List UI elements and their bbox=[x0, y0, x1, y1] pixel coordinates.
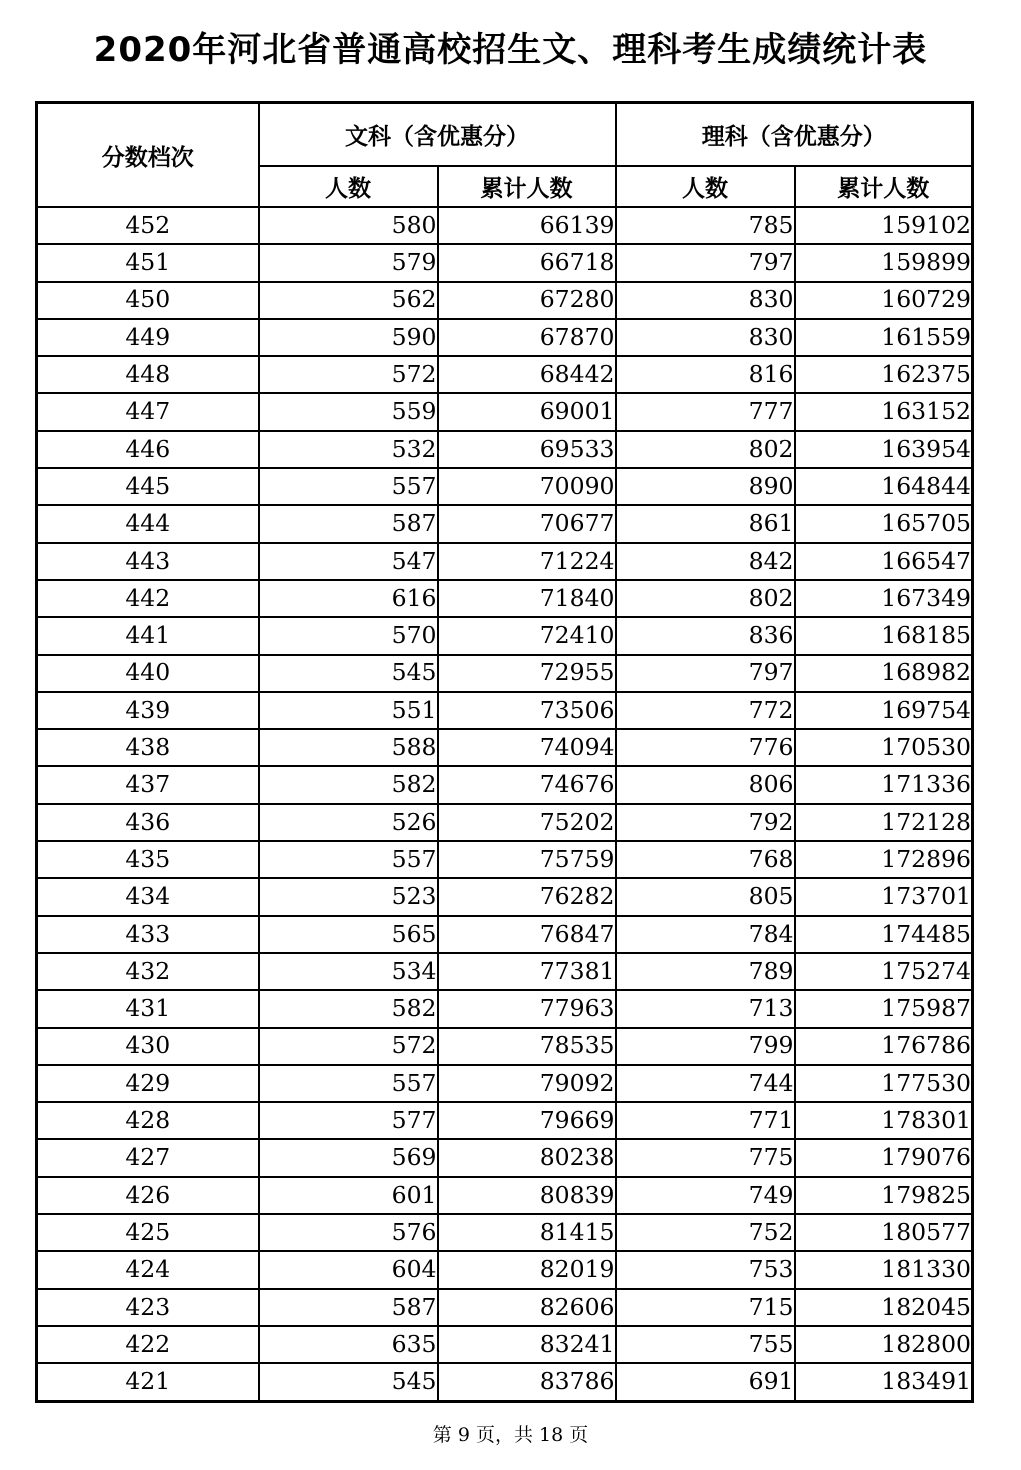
score-cell: 424 bbox=[37, 1251, 259, 1288]
science-count-cell: 802 bbox=[616, 431, 795, 468]
table-row bbox=[37, 393, 973, 430]
science-cumulative-cell: 163152 bbox=[795, 393, 973, 430]
table-row bbox=[37, 729, 973, 766]
score-cell: 429 bbox=[37, 1065, 259, 1102]
science-count-cell: 792 bbox=[616, 804, 795, 841]
arts-cumulative-cell: 68442 bbox=[438, 356, 616, 393]
science-count-cell: 802 bbox=[616, 580, 795, 617]
arts-cumulative-cell: 73506 bbox=[438, 692, 616, 729]
score-cell: 434 bbox=[37, 878, 259, 915]
table-row bbox=[37, 244, 973, 281]
arts-count-cell: 526 bbox=[259, 804, 438, 841]
score-cell: 436 bbox=[37, 804, 259, 841]
science-cumulative-cell: 177530 bbox=[795, 1065, 973, 1102]
science-cumulative-cell: 180577 bbox=[795, 1214, 973, 1251]
science-cumulative-cell: 167349 bbox=[795, 580, 973, 617]
arts-cumulative-cell: 66139 bbox=[438, 207, 616, 244]
score-cell: 431 bbox=[37, 990, 259, 1027]
score-cell: 451 bbox=[37, 244, 259, 281]
arts-cumulative-cell: 70677 bbox=[438, 505, 616, 542]
arts-count-header: 人数 bbox=[259, 166, 438, 207]
arts-count-cell: 569 bbox=[259, 1139, 438, 1176]
arts-cumulative-cell: 83241 bbox=[438, 1326, 616, 1363]
table-body bbox=[37, 207, 973, 1401]
page-footer: 第 9 页，共 18 页 bbox=[432, 1424, 589, 1446]
arts-count-cell: 616 bbox=[259, 580, 438, 617]
science-cumulative-cell: 182045 bbox=[795, 1289, 973, 1326]
science-cumulative-cell: 179076 bbox=[795, 1139, 973, 1176]
science-count-cell: 752 bbox=[616, 1214, 795, 1251]
score-statistics-table bbox=[35, 101, 974, 1403]
science-count-cell: 772 bbox=[616, 692, 795, 729]
arts-cumulative-cell: 75202 bbox=[438, 804, 616, 841]
table-row bbox=[37, 1177, 973, 1214]
science-cumulative-cell: 168185 bbox=[795, 617, 973, 654]
score-cell: 441 bbox=[37, 617, 259, 654]
table-row bbox=[37, 356, 973, 393]
science-cumulative-cell: 163954 bbox=[795, 431, 973, 468]
arts-cumulative-cell: 80839 bbox=[438, 1177, 616, 1214]
page-title: 2020年河北省普通高校招生文、理科考生成绩统计表 bbox=[93, 30, 928, 70]
score-cell: 448 bbox=[37, 356, 259, 393]
score-cell: 435 bbox=[37, 841, 259, 878]
science-cumulative-cell: 182800 bbox=[795, 1326, 973, 1363]
score-cell: 433 bbox=[37, 916, 259, 953]
score-level-header: 分数档次 bbox=[37, 103, 259, 208]
arts-count-cell: 547 bbox=[259, 543, 438, 580]
table-row bbox=[37, 916, 973, 953]
science-count-cell: 777 bbox=[616, 393, 795, 430]
arts-cumulative-cell: 74094 bbox=[438, 729, 616, 766]
table-row bbox=[37, 1251, 973, 1288]
table-row bbox=[37, 580, 973, 617]
arts-count-cell: 590 bbox=[259, 319, 438, 356]
arts-count-cell: 577 bbox=[259, 1102, 438, 1139]
arts-count-cell: 570 bbox=[259, 617, 438, 654]
score-cell: 449 bbox=[37, 319, 259, 356]
arts-count-cell: 565 bbox=[259, 916, 438, 953]
science-cumulative-cell: 179825 bbox=[795, 1177, 973, 1214]
table-row bbox=[37, 953, 973, 990]
arts-count-cell: 523 bbox=[259, 878, 438, 915]
score-cell: 443 bbox=[37, 543, 259, 580]
science-cumulative-cell: 171336 bbox=[795, 766, 973, 803]
science-count-cell: 713 bbox=[616, 990, 795, 1027]
science-count-cell: 753 bbox=[616, 1251, 795, 1288]
science-count-cell: 771 bbox=[616, 1102, 795, 1139]
science-cumulative-cell: 168982 bbox=[795, 655, 973, 692]
science-cumulative-cell: 162375 bbox=[795, 356, 973, 393]
arts-count-cell: 557 bbox=[259, 841, 438, 878]
arts-cumulative-cell: 80238 bbox=[438, 1139, 616, 1176]
table-row bbox=[37, 841, 973, 878]
arts-count-cell: 587 bbox=[259, 505, 438, 542]
science-cumulative-cell: 161559 bbox=[795, 319, 973, 356]
score-cell: 423 bbox=[37, 1289, 259, 1326]
arts-count-cell: 562 bbox=[259, 282, 438, 319]
arts-count-cell: 582 bbox=[259, 766, 438, 803]
table-row bbox=[37, 766, 973, 803]
arts-cumulative-cell: 76847 bbox=[438, 916, 616, 953]
arts-count-cell: 551 bbox=[259, 692, 438, 729]
science-cumulative-cell: 170530 bbox=[795, 729, 973, 766]
arts-cumulative-cell: 77381 bbox=[438, 953, 616, 990]
score-cell: 422 bbox=[37, 1326, 259, 1363]
science-count-cell: 816 bbox=[616, 356, 795, 393]
science-count-cell: 785 bbox=[616, 207, 795, 244]
table-row bbox=[37, 655, 973, 692]
score-cell: 437 bbox=[37, 766, 259, 803]
score-cell: 452 bbox=[37, 207, 259, 244]
science-count-cell: 691 bbox=[616, 1363, 795, 1401]
science-cumulative-cell: 160729 bbox=[795, 282, 973, 319]
table-row bbox=[37, 505, 973, 542]
arts-count-cell: 572 bbox=[259, 1028, 438, 1065]
arts-count-cell: 534 bbox=[259, 953, 438, 990]
science-count-cell: 789 bbox=[616, 953, 795, 990]
arts-cumulative-cell: 83786 bbox=[438, 1363, 616, 1401]
table-row bbox=[37, 804, 973, 841]
science-cumulative-cell: 159899 bbox=[795, 244, 973, 281]
arts-cumulative-cell: 71224 bbox=[438, 543, 616, 580]
table-row bbox=[37, 1326, 973, 1363]
arts-count-cell: 576 bbox=[259, 1214, 438, 1251]
arts-count-cell: 587 bbox=[259, 1289, 438, 1326]
arts-cumulative-cell: 82019 bbox=[438, 1251, 616, 1288]
table-row bbox=[37, 1139, 973, 1176]
score-cell: 439 bbox=[37, 692, 259, 729]
table-row bbox=[37, 990, 973, 1027]
science-count-cell: 715 bbox=[616, 1289, 795, 1326]
science-count-cell: 805 bbox=[616, 878, 795, 915]
arts-cumulative-cell: 69001 bbox=[438, 393, 616, 430]
score-cell: 430 bbox=[37, 1028, 259, 1065]
score-cell: 425 bbox=[37, 1214, 259, 1251]
science-count-cell: 749 bbox=[616, 1177, 795, 1214]
arts-count-cell: 604 bbox=[259, 1251, 438, 1288]
arts-count-cell: 601 bbox=[259, 1177, 438, 1214]
score-cell: 440 bbox=[37, 655, 259, 692]
science-count-cell: 775 bbox=[616, 1139, 795, 1176]
table-row bbox=[37, 1214, 973, 1251]
score-cell: 426 bbox=[37, 1177, 259, 1214]
science-cumulative-cell: 174485 bbox=[795, 916, 973, 953]
arts-count-cell: 545 bbox=[259, 1363, 438, 1401]
science-cumulative-cell: 181330 bbox=[795, 1251, 973, 1288]
science-count-cell: 797 bbox=[616, 655, 795, 692]
arts-cumulative-header: 累计人数 bbox=[438, 166, 616, 207]
science-count-cell: 799 bbox=[616, 1028, 795, 1065]
science-count-cell: 861 bbox=[616, 505, 795, 542]
table-row bbox=[37, 1363, 973, 1401]
table-row bbox=[37, 319, 973, 356]
arts-count-cell: 557 bbox=[259, 468, 438, 505]
arts-cumulative-cell: 82606 bbox=[438, 1289, 616, 1326]
arts-cumulative-cell: 67870 bbox=[438, 319, 616, 356]
science-count-cell: 755 bbox=[616, 1326, 795, 1363]
table-row bbox=[37, 431, 973, 468]
score-cell: 446 bbox=[37, 431, 259, 468]
arts-count-cell: 572 bbox=[259, 356, 438, 393]
science-cumulative-cell: 175987 bbox=[795, 990, 973, 1027]
table-row bbox=[37, 1065, 973, 1102]
science-count-cell: 842 bbox=[616, 543, 795, 580]
science-cumulative-cell: 183491 bbox=[795, 1363, 973, 1401]
arts-cumulative-cell: 79092 bbox=[438, 1065, 616, 1102]
table-row bbox=[37, 468, 973, 505]
score-cell: 450 bbox=[37, 282, 259, 319]
score-cell: 438 bbox=[37, 729, 259, 766]
arts-count-cell: 557 bbox=[259, 1065, 438, 1102]
science-header: 理科（含优惠分） bbox=[616, 103, 973, 167]
arts-cumulative-cell: 76282 bbox=[438, 878, 616, 915]
arts-cumulative-cell: 78535 bbox=[438, 1028, 616, 1065]
arts-cumulative-cell: 67280 bbox=[438, 282, 616, 319]
table-row bbox=[37, 617, 973, 654]
science-count-cell: 806 bbox=[616, 766, 795, 803]
arts-count-cell: 559 bbox=[259, 393, 438, 430]
arts-cumulative-cell: 81415 bbox=[438, 1214, 616, 1251]
table-row bbox=[37, 1289, 973, 1326]
science-cumulative-header: 累计人数 bbox=[795, 166, 973, 207]
table-row bbox=[37, 1102, 973, 1139]
arts-count-cell: 635 bbox=[259, 1326, 438, 1363]
arts-cumulative-cell: 72955 bbox=[438, 655, 616, 692]
arts-cumulative-cell: 66718 bbox=[438, 244, 616, 281]
science-cumulative-cell: 173701 bbox=[795, 878, 973, 915]
arts-count-cell: 579 bbox=[259, 244, 438, 281]
science-cumulative-cell: 176786 bbox=[795, 1028, 973, 1065]
arts-cumulative-cell: 79669 bbox=[438, 1102, 616, 1139]
score-cell: 442 bbox=[37, 580, 259, 617]
table-row bbox=[37, 692, 973, 729]
table-row bbox=[37, 543, 973, 580]
arts-count-cell: 582 bbox=[259, 990, 438, 1027]
arts-count-cell: 588 bbox=[259, 729, 438, 766]
score-cell: 427 bbox=[37, 1139, 259, 1176]
score-cell: 421 bbox=[37, 1363, 259, 1401]
arts-count-cell: 545 bbox=[259, 655, 438, 692]
science-cumulative-cell: 165705 bbox=[795, 505, 973, 542]
science-count-cell: 784 bbox=[616, 916, 795, 953]
table-row bbox=[37, 878, 973, 915]
arts-cumulative-cell: 70090 bbox=[438, 468, 616, 505]
arts-cumulative-cell: 72410 bbox=[438, 617, 616, 654]
science-cumulative-cell: 172128 bbox=[795, 804, 973, 841]
science-count-cell: 830 bbox=[616, 319, 795, 356]
science-cumulative-cell: 172896 bbox=[795, 841, 973, 878]
score-cell: 428 bbox=[37, 1102, 259, 1139]
science-cumulative-cell: 166547 bbox=[795, 543, 973, 580]
arts-count-cell: 580 bbox=[259, 207, 438, 244]
science-count-cell: 830 bbox=[616, 282, 795, 319]
science-count-cell: 797 bbox=[616, 244, 795, 281]
arts-cumulative-cell: 69533 bbox=[438, 431, 616, 468]
science-count-cell: 744 bbox=[616, 1065, 795, 1102]
table-row bbox=[37, 282, 973, 319]
table-row bbox=[37, 1028, 973, 1065]
score-cell: 447 bbox=[37, 393, 259, 430]
science-cumulative-cell: 159102 bbox=[795, 207, 973, 244]
science-cumulative-cell: 178301 bbox=[795, 1102, 973, 1139]
score-cell: 444 bbox=[37, 505, 259, 542]
science-cumulative-cell: 164844 bbox=[795, 468, 973, 505]
science-count-cell: 836 bbox=[616, 617, 795, 654]
science-count-header: 人数 bbox=[616, 166, 795, 207]
science-count-cell: 776 bbox=[616, 729, 795, 766]
science-count-cell: 890 bbox=[616, 468, 795, 505]
science-cumulative-cell: 175274 bbox=[795, 953, 973, 990]
arts-cumulative-cell: 75759 bbox=[438, 841, 616, 878]
arts-cumulative-cell: 71840 bbox=[438, 580, 616, 617]
arts-count-cell: 532 bbox=[259, 431, 438, 468]
science-cumulative-cell: 169754 bbox=[795, 692, 973, 729]
table-row bbox=[37, 207, 973, 244]
arts-cumulative-cell: 77963 bbox=[438, 990, 616, 1027]
arts-header: 文科（含优惠分） bbox=[259, 103, 616, 167]
arts-cumulative-cell: 74676 bbox=[438, 766, 616, 803]
science-count-cell: 768 bbox=[616, 841, 795, 878]
score-cell: 432 bbox=[37, 953, 259, 990]
score-cell: 445 bbox=[37, 468, 259, 505]
